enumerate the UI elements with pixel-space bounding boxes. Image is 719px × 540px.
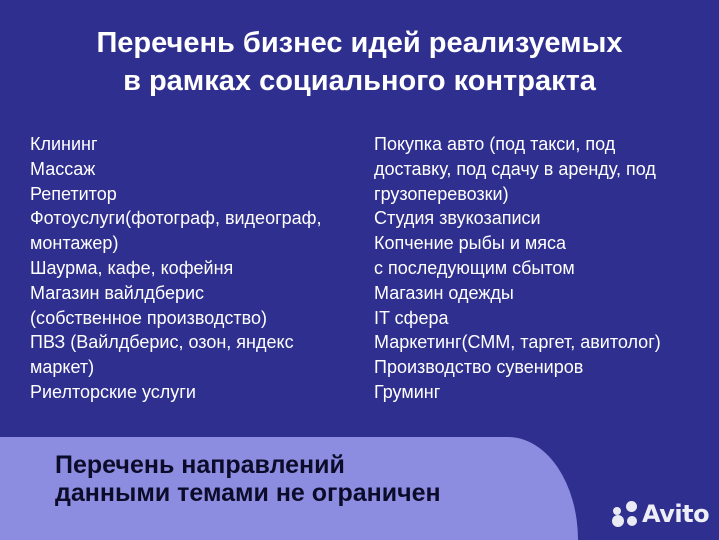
list-item: (собственное производство) [30,307,267,328]
list-item: Фотоуслуги(фотограф, видеограф, [30,208,322,229]
left-ideas-list [30,132,365,405]
list-item: маркет) [30,357,95,378]
avito-watermark [612,498,709,530]
list-item: доставку, под сдачу в аренду, под [374,158,656,179]
list-item: Шаурма, кафе, кофейня [30,257,234,278]
list-item: Покупка авто (под такси, под [374,134,616,154]
list-item: грузоперевозки) [374,183,509,204]
list-item: Массаж [30,158,96,179]
list-item: IT сфера [374,307,449,328]
list-item: Копчение рыбы и мяса [374,233,567,254]
title-line-1: Перечень бизнес идей реализуемых [96,27,623,59]
list-item: ПВЗ (Вайлдберис, озон, яндекс [30,332,294,353]
list-item: Маркетинг(СММ, таргет, авитолог) [374,332,661,353]
right-ideas-list [374,132,709,405]
banner-line-1: Перечень направлений [55,451,345,479]
list-item: Репетитор [30,183,117,204]
list-item: Клининг [30,134,98,154]
page-title [0,24,719,100]
title-line-2: в рамках социального контракта [123,65,596,97]
list-item: Магазин одежды [374,282,514,303]
list-item: Производство сувениров [374,357,584,378]
list-item: Магазин вайлдберис [30,282,205,303]
list-item: монтажер) [30,233,119,254]
list-item: с последующим сбытом [374,257,575,278]
list-item: Риелторские услуги [30,381,196,402]
banner-text [55,451,441,507]
avito-logo-icon [612,501,638,527]
banner-line-2: данными темами не ограничен [55,479,441,507]
list-item: Студия звукозаписи [374,208,541,229]
avito-wordmark: Avito [642,500,710,528]
list-item: Груминг [374,381,441,402]
